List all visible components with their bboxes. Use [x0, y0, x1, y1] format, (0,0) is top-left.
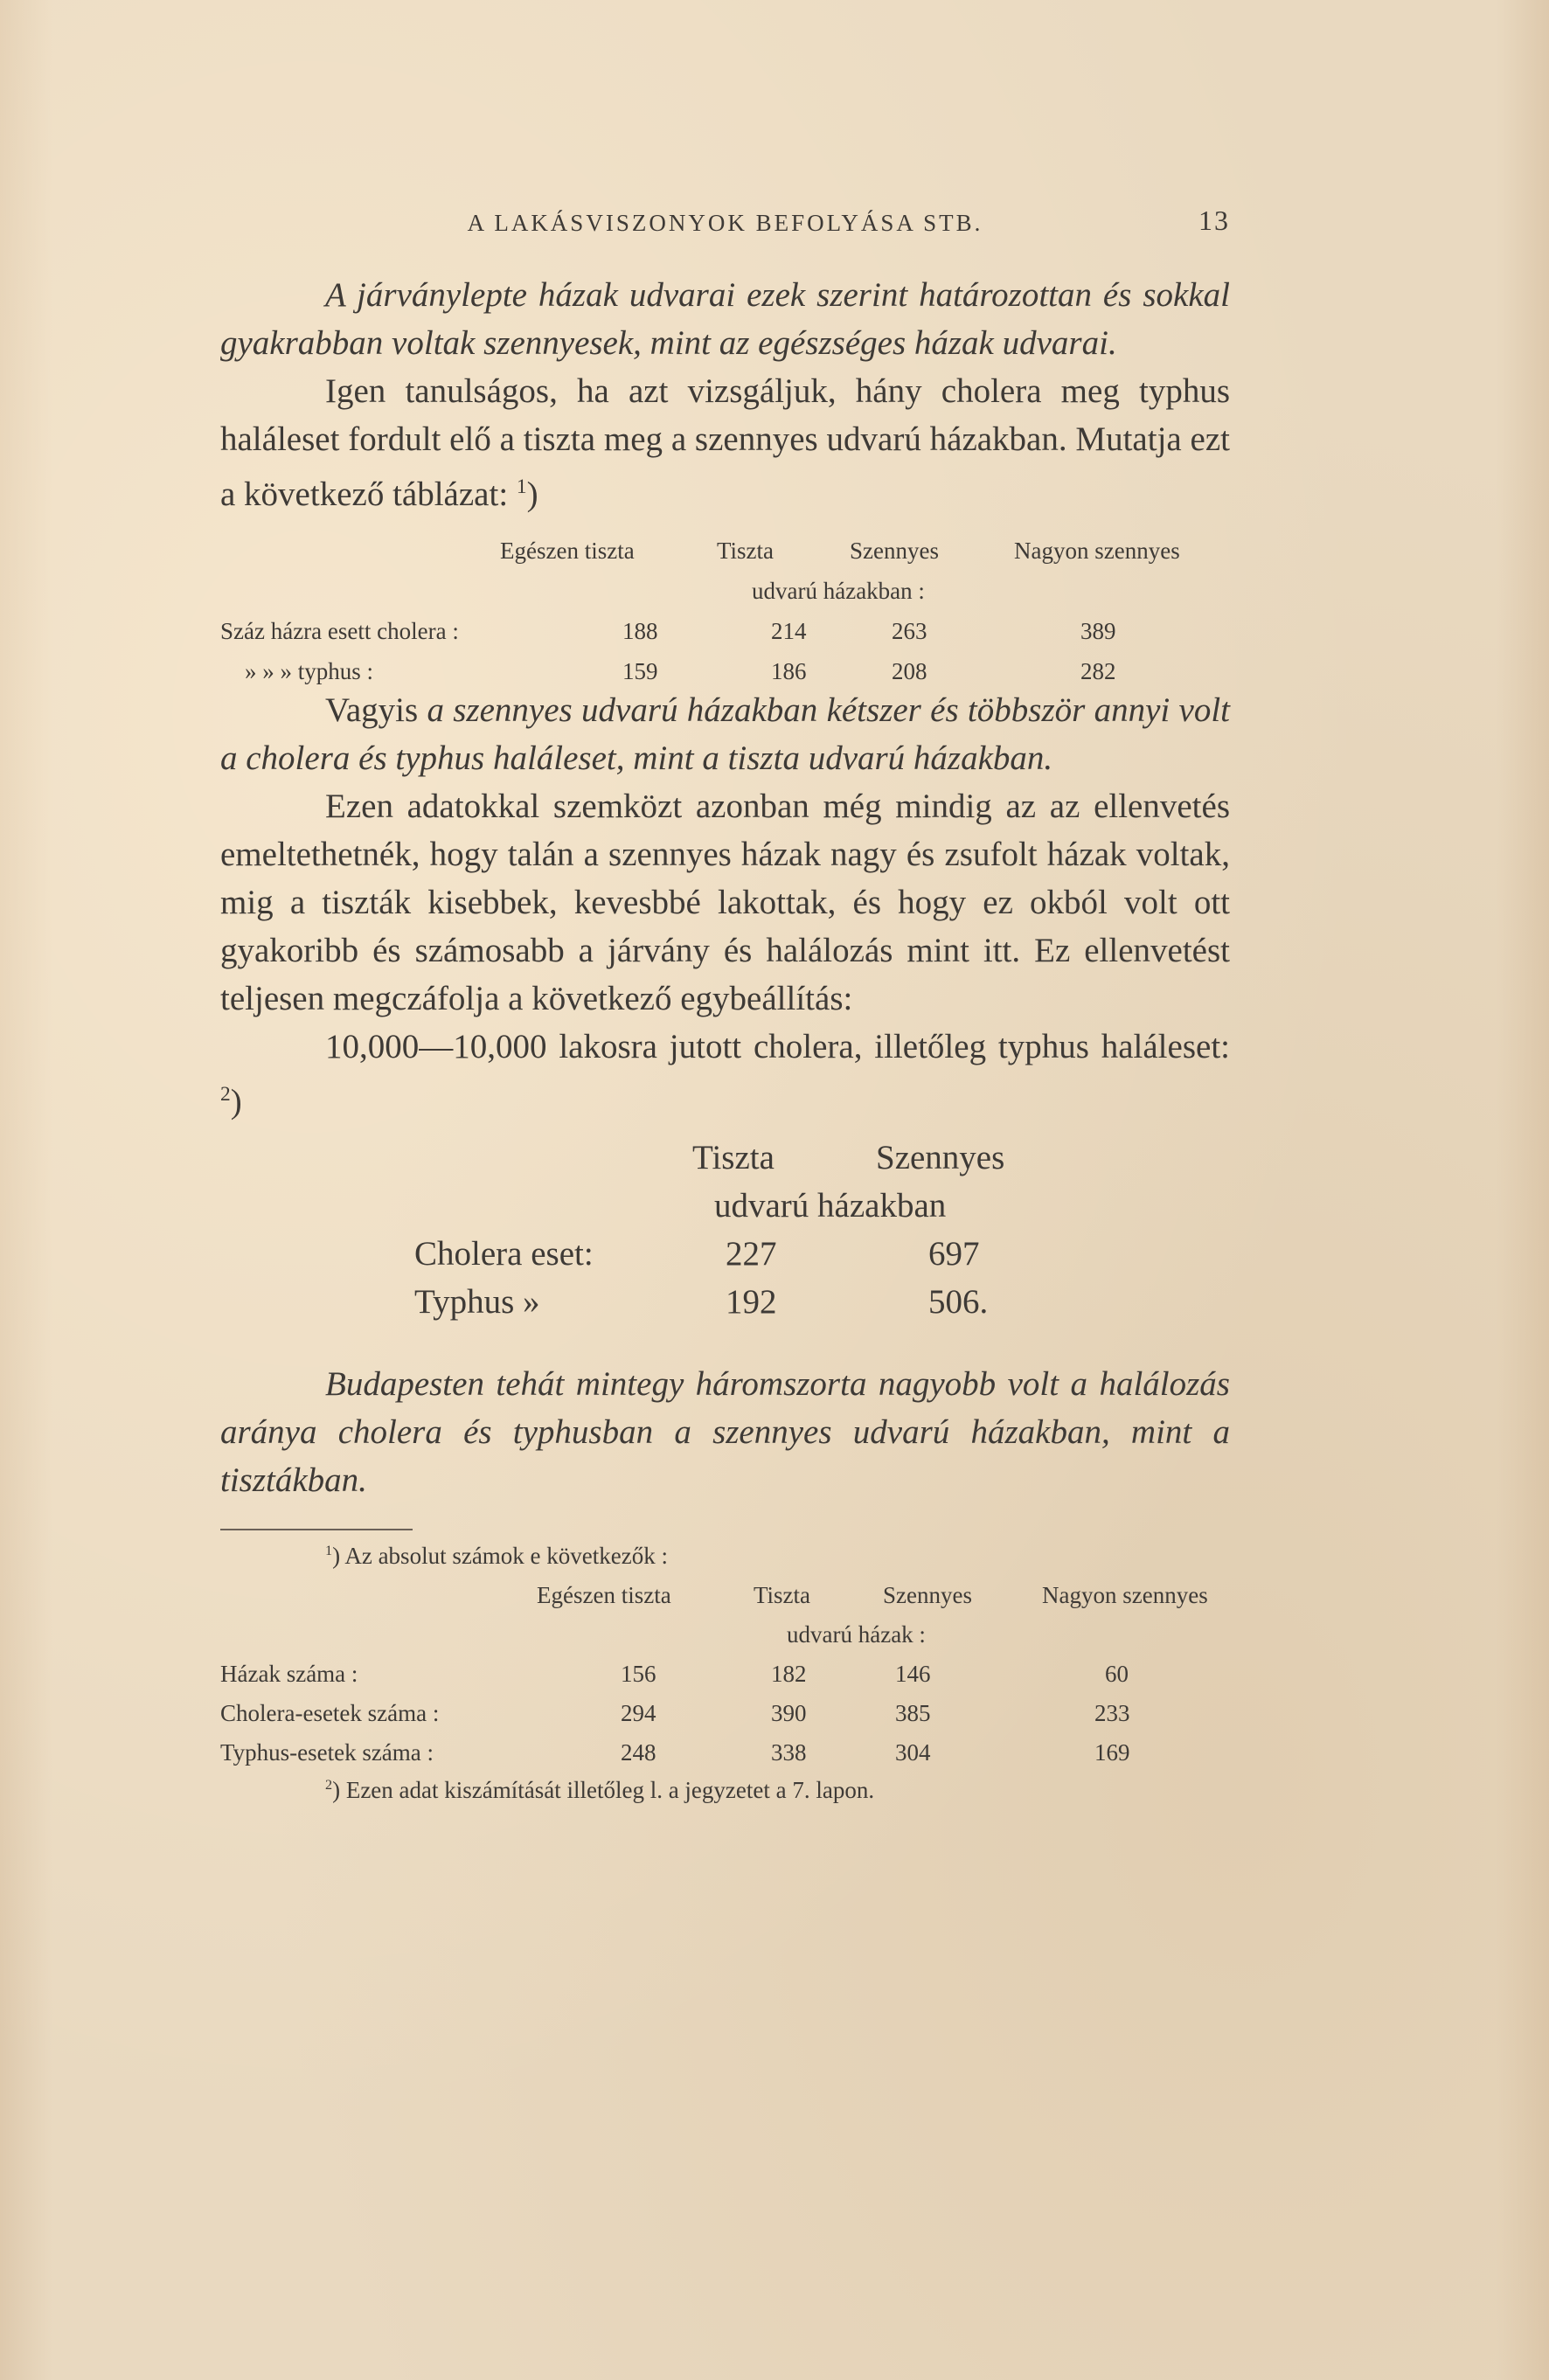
cell: 188: [622, 618, 658, 644]
footnote-1: [220, 1543, 1230, 1814]
col-header: Nagyon szennyes: [1014, 538, 1180, 564]
book-page: [220, 205, 1231, 1814]
paragraph-3: [220, 686, 1230, 782]
cell: 60: [1105, 1661, 1129, 1687]
table-row: [220, 658, 1230, 698]
cell: 159: [622, 658, 658, 684]
paragraph-2-text: Igen tanulságos, ha azt vizsgáljuk, hány cholera meg typhus haláleset fordult elő a tiszta meg a szennyes udvarú házakban. Mutatja ezt a következő táblázat:: [220, 372, 1230, 513]
cell: 390: [771, 1700, 807, 1726]
row-label: Typhus »: [414, 1283, 540, 1321]
row-label: » » » typhus :: [245, 658, 374, 684]
cell: 208: [892, 658, 927, 684]
row-label: Cholera-esetek száma :: [220, 1700, 440, 1726]
table-per-10000-residents: [220, 1138, 1230, 1330]
cell: 182: [771, 1661, 807, 1687]
footnote-1-mark: 1: [325, 1543, 333, 1558]
cell: 156: [621, 1661, 656, 1687]
cell: 169: [1094, 1739, 1130, 1766]
cell: 338: [771, 1739, 807, 1766]
row-label: Száz házra esett cholera :: [220, 618, 459, 644]
table-subheader-row: [220, 578, 1230, 618]
cell: 186: [771, 658, 807, 684]
row-label: Cholera eset:: [414, 1235, 594, 1273]
col-header: Szennyes: [876, 1139, 1005, 1176]
paragraph-5: 10,000—10,000 lakosra jutott cholera, illetőleg typhus haláleset: $^2$): [220, 1028, 1230, 1121]
running-header: [220, 205, 1230, 253]
cell: 192: [726, 1283, 777, 1321]
cell: 304: [895, 1739, 931, 1766]
paragraph-4: Ezen adatokkal szemközt azonban még mindig az az ellenvetés emeltethetnék, hogy talán a szennyes házak nagy és zsufolt házak voltak, mig a tiszták kisebbek, kevesbbé lakottak, és hogy ez okból volt ott gyakoribb és számosabb a járvány és halálozás mint itt. Ez ellenvetést teljesen megczáfolja a következő egybeállítás:: [220, 788, 1230, 1017]
footnote-1-intro: ) Az absolut számok e következők :: [332, 1543, 668, 1569]
paragraph-6: Budapesten tehát mintegy háromszorta nagyobb volt a halálozás aránya cholera és typhusban a szennyes udvarú házakban, mint a tisztákban.: [220, 1365, 1230, 1499]
footnote-ref-2: 2: [220, 1083, 231, 1106]
col-header: Szennyes: [850, 538, 939, 564]
cell: 227: [726, 1235, 777, 1273]
footnote-1-intro-line: [325, 1543, 668, 1570]
paragraph-5-text: 10,000—10,000 lakosra jutott cholera, illetőleg typhus haláleset:: [325, 1028, 1230, 1065]
row-label: Házak száma :: [220, 1661, 358, 1687]
cell: 389: [1080, 618, 1116, 644]
paragraph-2: Igen tanulságos, ha azt vizsgáljuk, hány cholera meg typhus haláleset fordult elő a tiszta meg a szennyes udvarú házakban. Mutatja ezt a következő táblázat: $^1$): [220, 372, 1230, 513]
cell: 214: [771, 618, 807, 644]
footnote-2-line: [325, 1777, 874, 1804]
footnote-2-text: ) Ezen adat kiszámítását illetőleg l. a jegyzetet a 7. lapon.: [332, 1777, 875, 1803]
page-number: 13: [1198, 205, 1230, 236]
cell: 697: [928, 1235, 980, 1273]
paragraph-1: A járványlepte házak udvarai ezek szerint határozottan és sokkal gyakrabban voltak szennyesek, mint az egészséges házak udvarai.: [220, 276, 1230, 362]
row-label: Typhus-esetek száma :: [220, 1739, 434, 1766]
footnote-separator-wrap: [220, 1504, 1230, 1539]
cell: 294: [621, 1700, 656, 1726]
col-header: Szennyes: [883, 1582, 972, 1608]
paragraph-3-italic: a szennyes udvarú házakban kétszer és többször annyi volt a cholera és typhus haláleset, mint a tiszta udvarú házakban.: [220, 691, 1231, 777]
col-header: Nagyon szennyes: [1042, 1582, 1208, 1608]
col-header: Egészen tiszta: [537, 1582, 671, 1608]
footnote-ref-1: 1: [516, 475, 527, 498]
col-header: Tiszta: [717, 538, 774, 564]
footnote-rule: [220, 1529, 413, 1530]
table-cholera-per-100-houses: [220, 538, 1230, 684]
table-row: [220, 618, 1230, 658]
col-header: Tiszta: [692, 1139, 774, 1176]
col-subheader: udvarú házakban: [714, 1187, 947, 1225]
cell: 233: [1094, 1700, 1130, 1726]
paragraph-3-lead: Vagyis: [325, 691, 427, 729]
cell: 263: [892, 618, 927, 644]
col-subheader: udvarú házakban :: [752, 578, 925, 604]
cell: 146: [895, 1661, 931, 1687]
running-title: A LAKÁSVISZONYOK BEFOLYÁSA STB.: [467, 210, 983, 236]
table-header-row: [220, 538, 1230, 578]
cell: 385: [895, 1700, 931, 1726]
col-header: Egészen tiszta: [500, 538, 635, 564]
footnote-2-mark: 2: [325, 1777, 333, 1793]
cell: 282: [1080, 658, 1116, 684]
cell: 248: [621, 1739, 656, 1766]
cell: 506.: [928, 1283, 989, 1321]
col-subheader: udvarú házak :: [787, 1621, 926, 1648]
col-header: Tiszta: [754, 1582, 811, 1608]
